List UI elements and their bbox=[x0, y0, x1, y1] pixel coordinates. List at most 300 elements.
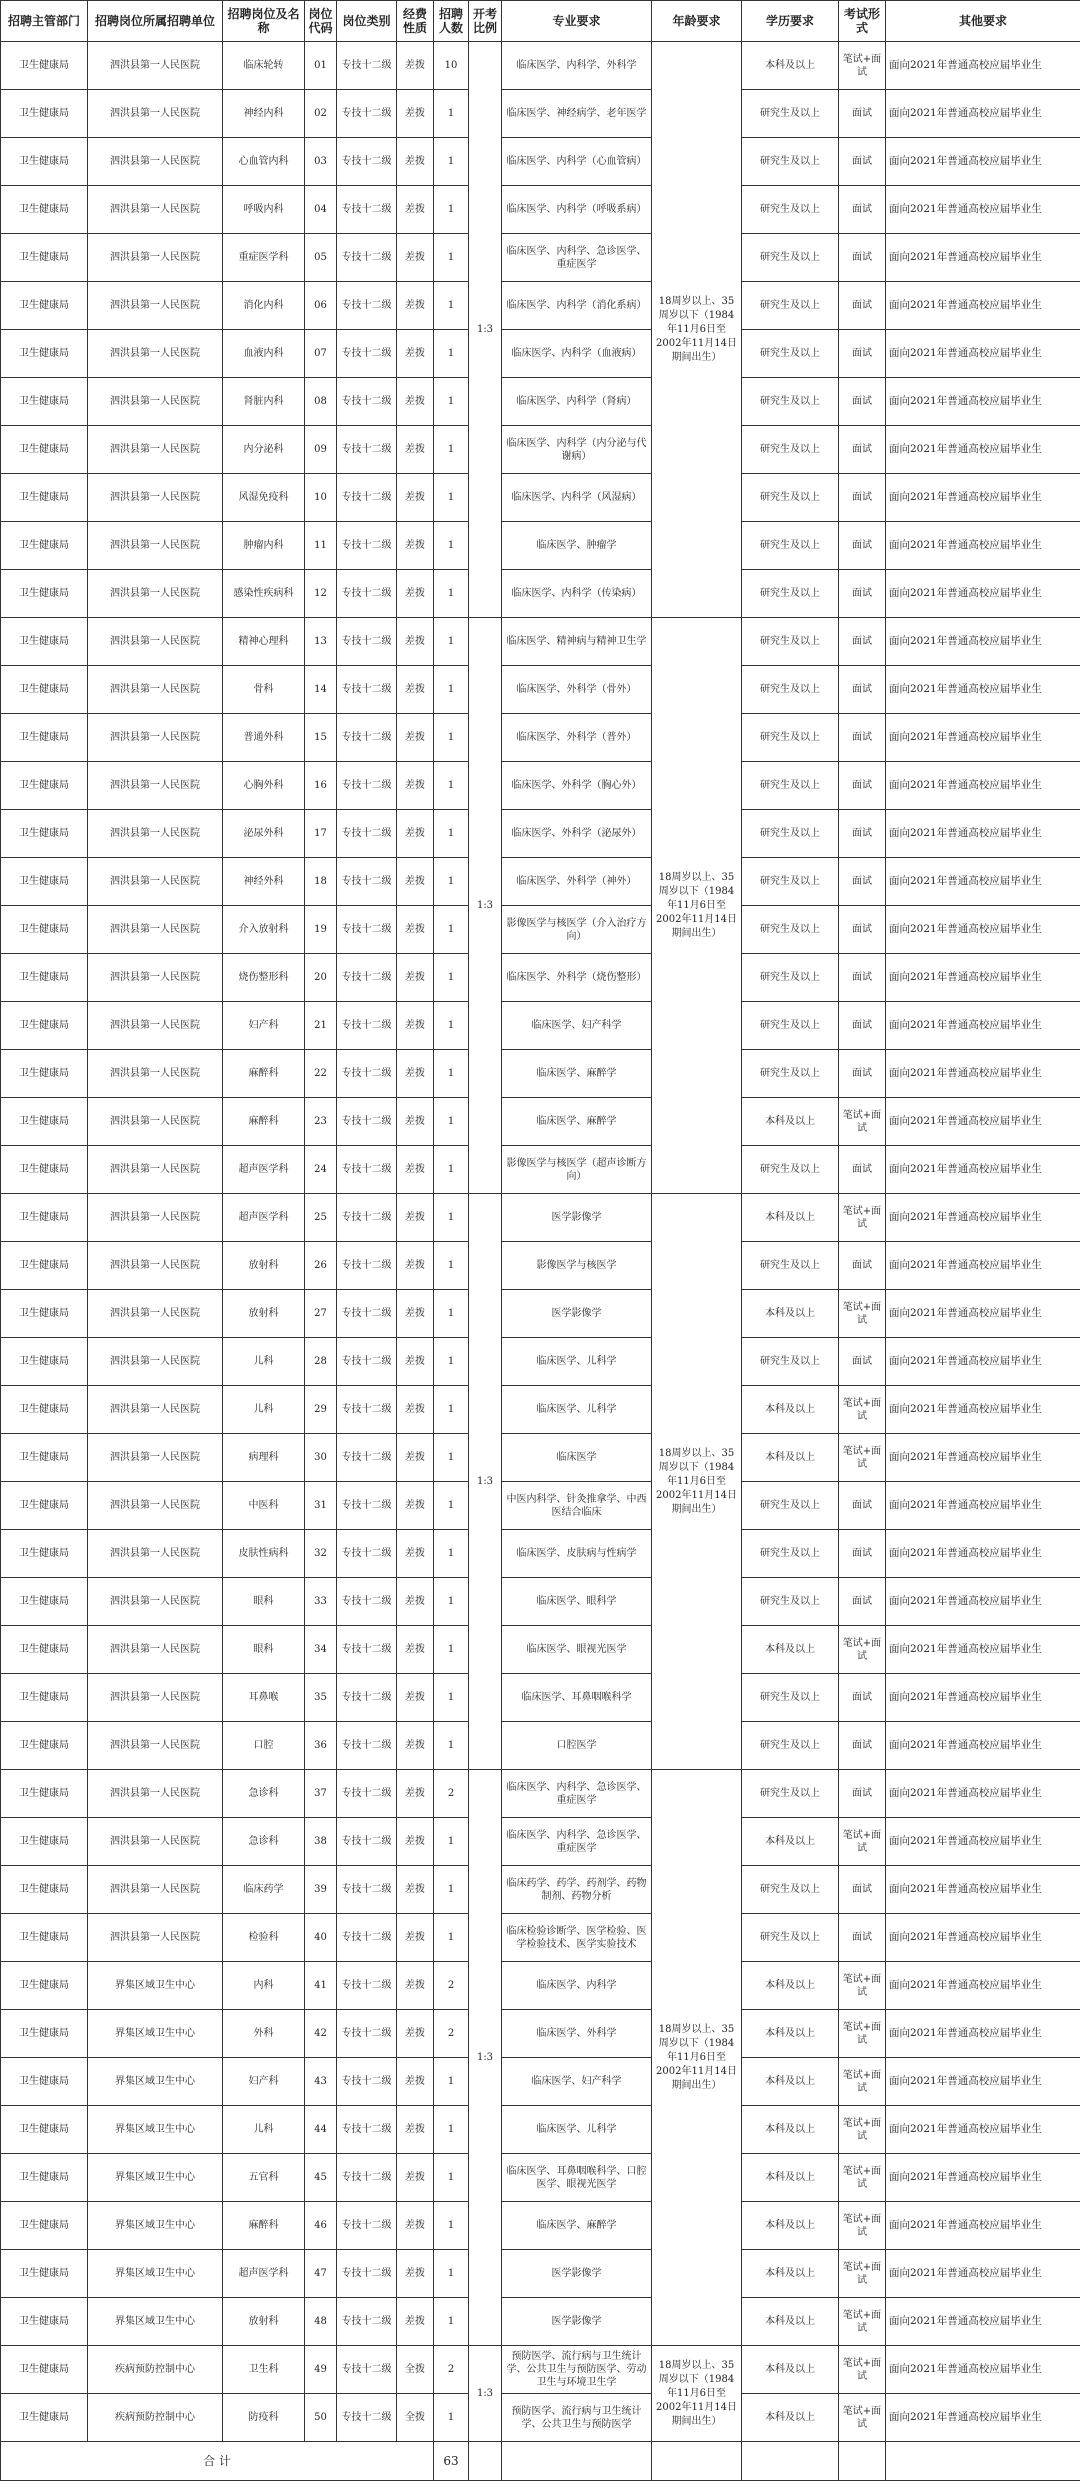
cell-specialty: 临床医学、妇产科学 bbox=[502, 1002, 652, 1050]
cell-code: 09 bbox=[305, 426, 337, 474]
cell-unit: 泗洪县第一人民医院 bbox=[88, 1578, 223, 1626]
cell-exam: 笔试+面试 bbox=[839, 1386, 886, 1434]
cell-specialty: 临床医学、妇产科学 bbox=[502, 2058, 652, 2106]
cell-unit: 泗洪县第一人民医院 bbox=[88, 1386, 223, 1434]
cell-position: 超声医学科 bbox=[223, 1146, 305, 1194]
cell-dept: 卫生健康局 bbox=[1, 858, 88, 906]
cell-count: 1 bbox=[434, 90, 469, 138]
cell-other: 面向2021年普通高校应届毕业生 bbox=[886, 2154, 1080, 2202]
cell-education: 研究生及以上 bbox=[742, 570, 839, 618]
cell-exam: 面试 bbox=[839, 282, 886, 330]
cell-other: 面向2021年普通高校应届毕业生 bbox=[886, 1578, 1080, 1626]
cell-specialty: 临床医学、内科学、急诊医学、重症医学 bbox=[502, 234, 652, 282]
cell-category: 专技十二级 bbox=[337, 186, 397, 234]
cell-count: 1 bbox=[434, 1482, 469, 1530]
cell-funding: 差拨 bbox=[397, 90, 434, 138]
cell-position: 临床药学 bbox=[223, 1866, 305, 1914]
cell-unit: 泗洪县第一人民医院 bbox=[88, 234, 223, 282]
cell-unit: 泗洪县第一人民医院 bbox=[88, 1146, 223, 1194]
cell-position: 内科 bbox=[223, 1962, 305, 2010]
cell-category: 专技十二级 bbox=[337, 1626, 397, 1674]
cell-education: 研究生及以上 bbox=[742, 1146, 839, 1194]
cell-code: 43 bbox=[305, 2058, 337, 2106]
cell-other: 面向2021年普通高校应届毕业生 bbox=[886, 1818, 1080, 1866]
cell-count: 1 bbox=[434, 714, 469, 762]
cell-dept: 卫生健康局 bbox=[1, 1626, 88, 1674]
cell-category: 专技十二级 bbox=[337, 234, 397, 282]
cell-funding: 差拨 bbox=[397, 762, 434, 810]
cell-count: 1 bbox=[434, 1194, 469, 1242]
cell-funding: 差拨 bbox=[397, 714, 434, 762]
cell-funding: 差拨 bbox=[397, 810, 434, 858]
table-row bbox=[1, 2250, 1080, 2298]
cell-education: 研究生及以上 bbox=[742, 1914, 839, 1962]
cell-funding: 差拨 bbox=[397, 1194, 434, 1242]
cell-exam: 笔试+面试 bbox=[839, 2010, 886, 2058]
cell-count: 1 bbox=[434, 474, 469, 522]
cell-dept: 卫生健康局 bbox=[1, 762, 88, 810]
total-empty-cell bbox=[469, 2442, 502, 2481]
cell-funding: 差拨 bbox=[397, 282, 434, 330]
cell-dept: 卫生健康局 bbox=[1, 330, 88, 378]
header-ratio: 开考比例 bbox=[469, 1, 502, 42]
cell-unit: 界集区域卫生中心 bbox=[88, 2058, 223, 2106]
cell-exam: 笔试+面试 bbox=[839, 1434, 886, 1482]
header-category: 岗位类别 bbox=[337, 1, 397, 42]
cell-specialty: 临床医学、神经病学、老年医学 bbox=[502, 90, 652, 138]
cell-count: 1 bbox=[434, 1674, 469, 1722]
cell-category: 专技十二级 bbox=[337, 1482, 397, 1530]
cell-specialty: 临床医学、内科学（传染病） bbox=[502, 570, 652, 618]
cell-specialty: 医学影像学 bbox=[502, 2298, 652, 2346]
cell-exam: 面试 bbox=[839, 330, 886, 378]
cell-education: 研究生及以上 bbox=[742, 906, 839, 954]
cell-position: 精神心理科 bbox=[223, 618, 305, 666]
cell-other: 面向2021年普通高校应届毕业生 bbox=[886, 1098, 1080, 1146]
cell-unit: 界集区域卫生中心 bbox=[88, 2298, 223, 2346]
cell-position: 妇产科 bbox=[223, 2058, 305, 2106]
cell-category: 专技十二级 bbox=[337, 666, 397, 714]
cell-category: 专技十二级 bbox=[337, 1146, 397, 1194]
cell-education: 研究生及以上 bbox=[742, 1242, 839, 1290]
cell-position: 皮肤性病科 bbox=[223, 1530, 305, 1578]
cell-code: 24 bbox=[305, 1146, 337, 1194]
cell-count: 1 bbox=[434, 1626, 469, 1674]
table-row bbox=[1, 42, 1080, 90]
cell-education: 本科及以上 bbox=[742, 2154, 839, 2202]
cell-specialty: 临床医学、内科学（肾病） bbox=[502, 378, 652, 426]
cell-dept: 卫生健康局 bbox=[1, 378, 88, 426]
cell-specialty: 临床医学、内科学 bbox=[502, 1962, 652, 2010]
cell-specialty: 临床医学、内科学（血液病） bbox=[502, 330, 652, 378]
cell-dept: 卫生健康局 bbox=[1, 1050, 88, 1098]
cell-position: 超声医学科 bbox=[223, 2250, 305, 2298]
cell-position: 烧伤整形科 bbox=[223, 954, 305, 1002]
cell-position: 病理科 bbox=[223, 1434, 305, 1482]
total-row bbox=[1, 2442, 1080, 2481]
cell-exam: 面试 bbox=[839, 1050, 886, 1098]
cell-unit: 泗洪县第一人民医院 bbox=[88, 810, 223, 858]
cell-dept: 卫生健康局 bbox=[1, 1770, 88, 1818]
cell-exam: 面试 bbox=[839, 378, 886, 426]
header-other: 其他要求 bbox=[886, 1, 1080, 42]
cell-funding: 差拨 bbox=[397, 1338, 434, 1386]
cell-code: 11 bbox=[305, 522, 337, 570]
table-row bbox=[1, 1290, 1080, 1338]
cell-exam: 面试 bbox=[839, 1002, 886, 1050]
cell-specialty: 临床医学、麻醉学 bbox=[502, 1098, 652, 1146]
cell-code: 37 bbox=[305, 1770, 337, 1818]
cell-funding: 差拨 bbox=[397, 1386, 434, 1434]
cell-dept: 卫生健康局 bbox=[1, 1242, 88, 1290]
cell-position: 中医科 bbox=[223, 1482, 305, 1530]
cell-count: 1 bbox=[434, 186, 469, 234]
cell-position: 心血管内科 bbox=[223, 138, 305, 186]
cell-age: 18周岁以上、35周岁以下（1984年11月6日至2002年11月14日期间出生） bbox=[652, 618, 742, 1194]
cell-category: 专技十二级 bbox=[337, 1194, 397, 1242]
cell-category: 专技十二级 bbox=[337, 1338, 397, 1386]
cell-code: 13 bbox=[305, 618, 337, 666]
table-row bbox=[1, 762, 1080, 810]
cell-exam: 笔试+面试 bbox=[839, 2250, 886, 2298]
cell-code: 27 bbox=[305, 1290, 337, 1338]
cell-category: 专技十二级 bbox=[337, 1722, 397, 1770]
cell-code: 36 bbox=[305, 1722, 337, 1770]
cell-dept: 卫生健康局 bbox=[1, 1434, 88, 1482]
cell-dept: 卫生健康局 bbox=[1, 1002, 88, 1050]
cell-unit: 泗洪县第一人民医院 bbox=[88, 42, 223, 90]
cell-category: 专技十二级 bbox=[337, 1674, 397, 1722]
cell-other: 面向2021年普通高校应届毕业生 bbox=[886, 1866, 1080, 1914]
cell-specialty: 影像医学与核医学（超声诊断方向） bbox=[502, 1146, 652, 1194]
cell-dept: 卫生健康局 bbox=[1, 138, 88, 186]
cell-position: 卫生科 bbox=[223, 2346, 305, 2394]
cell-other: 面向2021年普通高校应届毕业生 bbox=[886, 1434, 1080, 1482]
cell-dept: 卫生健康局 bbox=[1, 234, 88, 282]
cell-other: 面向2021年普通高校应届毕业生 bbox=[886, 90, 1080, 138]
cell-ratio: 1:3 bbox=[469, 42, 502, 618]
cell-position: 感染性疾病科 bbox=[223, 570, 305, 618]
cell-category: 专技十二级 bbox=[337, 810, 397, 858]
cell-specialty: 影像医学与核医学 bbox=[502, 1242, 652, 1290]
cell-unit: 泗洪县第一人民医院 bbox=[88, 954, 223, 1002]
cell-unit: 泗洪县第一人民医院 bbox=[88, 1866, 223, 1914]
cell-age: 18周岁以上、35周岁以下（1984年11月6日至2002年11月14日期间出生） bbox=[652, 1770, 742, 2346]
cell-unit: 泗洪县第一人民医院 bbox=[88, 666, 223, 714]
cell-exam: 笔试+面试 bbox=[839, 2106, 886, 2154]
cell-specialty: 临床医学、肿瘤学 bbox=[502, 522, 652, 570]
cell-exam: 面试 bbox=[839, 1578, 886, 1626]
cell-count: 1 bbox=[434, 1866, 469, 1914]
cell-specialty: 临床医学 bbox=[502, 1434, 652, 1482]
cell-funding: 差拨 bbox=[397, 1482, 434, 1530]
table-row bbox=[1, 522, 1080, 570]
cell-position: 风湿免疫科 bbox=[223, 474, 305, 522]
cell-specialty: 临床医学、耳鼻咽喉科学、口腔医学、眼视光医学 bbox=[502, 2154, 652, 2202]
cell-unit: 泗洪县第一人民医院 bbox=[88, 1770, 223, 1818]
cell-code: 16 bbox=[305, 762, 337, 810]
cell-specialty: 中医内科学、针灸推拿学、中西医结合临床 bbox=[502, 1482, 652, 1530]
cell-count: 1 bbox=[434, 234, 469, 282]
cell-unit: 泗洪县第一人民医院 bbox=[88, 186, 223, 234]
cell-code: 38 bbox=[305, 1818, 337, 1866]
cell-dept: 卫生健康局 bbox=[1, 1098, 88, 1146]
cell-education: 本科及以上 bbox=[742, 1194, 839, 1242]
cell-other: 面向2021年普通高校应届毕业生 bbox=[886, 474, 1080, 522]
cell-exam: 面试 bbox=[839, 234, 886, 282]
cell-unit: 泗洪县第一人民医院 bbox=[88, 906, 223, 954]
cell-code: 25 bbox=[305, 1194, 337, 1242]
cell-position: 超声医学科 bbox=[223, 1194, 305, 1242]
cell-count: 1 bbox=[434, 2298, 469, 2346]
cell-education: 研究生及以上 bbox=[742, 810, 839, 858]
cell-count: 1 bbox=[434, 378, 469, 426]
cell-code: 17 bbox=[305, 810, 337, 858]
cell-category: 专技十二级 bbox=[337, 2154, 397, 2202]
cell-education: 研究生及以上 bbox=[742, 762, 839, 810]
table-row bbox=[1, 138, 1080, 186]
header-education: 学历要求 bbox=[742, 1, 839, 42]
table-row bbox=[1, 2394, 1080, 2442]
cell-funding: 差拨 bbox=[397, 2250, 434, 2298]
cell-education: 研究生及以上 bbox=[742, 666, 839, 714]
header-exam: 考试形式 bbox=[839, 1, 886, 42]
cell-education: 研究生及以上 bbox=[742, 954, 839, 1002]
cell-specialty: 医学影像学 bbox=[502, 1194, 652, 1242]
header-funding: 经费性质 bbox=[397, 1, 434, 42]
cell-education: 本科及以上 bbox=[742, 2202, 839, 2250]
table-row bbox=[1, 378, 1080, 426]
cell-dept: 卫生健康局 bbox=[1, 1386, 88, 1434]
cell-position: 放射科 bbox=[223, 1290, 305, 1338]
cell-category: 专技十二级 bbox=[337, 2298, 397, 2346]
cell-education: 研究生及以上 bbox=[742, 618, 839, 666]
cell-specialty: 临床医学、儿科学 bbox=[502, 1338, 652, 1386]
cell-specialty: 临床医学、内科学（内分泌与代谢病） bbox=[502, 426, 652, 474]
cell-specialty: 临床医学、皮肤病与性病学 bbox=[502, 1530, 652, 1578]
cell-unit: 泗洪县第一人民医院 bbox=[88, 570, 223, 618]
cell-category: 专技十二级 bbox=[337, 1818, 397, 1866]
cell-exam: 笔试+面试 bbox=[839, 1194, 886, 1242]
cell-specialty: 临床医学、外科学（泌尿外） bbox=[502, 810, 652, 858]
table-row bbox=[1, 858, 1080, 906]
cell-exam: 笔试+面试 bbox=[839, 1098, 886, 1146]
cell-funding: 全拨 bbox=[397, 2394, 434, 2442]
table-row bbox=[1, 426, 1080, 474]
cell-specialty: 临床医学、外科学（胸心外） bbox=[502, 762, 652, 810]
cell-exam: 笔试+面试 bbox=[839, 2298, 886, 2346]
cell-funding: 差拨 bbox=[397, 330, 434, 378]
cell-unit: 泗洪县第一人民医院 bbox=[88, 90, 223, 138]
table-row bbox=[1, 474, 1080, 522]
header-row bbox=[1, 1, 1080, 42]
cell-category: 专技十二级 bbox=[337, 2394, 397, 2442]
cell-education: 本科及以上 bbox=[742, 1386, 839, 1434]
cell-dept: 卫生健康局 bbox=[1, 2298, 88, 2346]
cell-category: 专技十二级 bbox=[337, 762, 397, 810]
cell-unit: 泗洪县第一人民医院 bbox=[88, 1338, 223, 1386]
cell-ratio: 1:3 bbox=[469, 2346, 502, 2442]
cell-specialty: 预防医学、流行病与卫生统计学、公共卫生与预防医学、劳动卫生与环境卫生学 bbox=[502, 2346, 652, 2394]
cell-exam: 面试 bbox=[839, 522, 886, 570]
cell-funding: 差拨 bbox=[397, 1098, 434, 1146]
cell-dept: 卫生健康局 bbox=[1, 810, 88, 858]
cell-age: 18周岁以上、35周岁以下（1984年11月6日至2002年11月14日期间出生） bbox=[652, 1194, 742, 1770]
cell-funding: 差拨 bbox=[397, 1770, 434, 1818]
cell-other: 面向2021年普通高校应届毕业生 bbox=[886, 522, 1080, 570]
cell-category: 专技十二级 bbox=[337, 954, 397, 1002]
cell-code: 39 bbox=[305, 1866, 337, 1914]
cell-other: 面向2021年普通高校应届毕业生 bbox=[886, 330, 1080, 378]
cell-education: 本科及以上 bbox=[742, 1290, 839, 1338]
cell-position: 心胸外科 bbox=[223, 762, 305, 810]
cell-category: 专技十二级 bbox=[337, 378, 397, 426]
cell-code: 02 bbox=[305, 90, 337, 138]
cell-position: 外科 bbox=[223, 2010, 305, 2058]
cell-position: 临床轮转 bbox=[223, 42, 305, 90]
table-row bbox=[1, 954, 1080, 1002]
cell-category: 专技十二级 bbox=[337, 1578, 397, 1626]
cell-position: 麻醉科 bbox=[223, 1098, 305, 1146]
cell-dept: 卫生健康局 bbox=[1, 1674, 88, 1722]
cell-position: 儿科 bbox=[223, 1338, 305, 1386]
cell-dept: 卫生健康局 bbox=[1, 186, 88, 234]
table-row bbox=[1, 1338, 1080, 1386]
cell-unit: 泗洪县第一人民医院 bbox=[88, 1722, 223, 1770]
cell-education: 研究生及以上 bbox=[742, 1722, 839, 1770]
cell-code: 21 bbox=[305, 1002, 337, 1050]
cell-education: 研究生及以上 bbox=[742, 426, 839, 474]
cell-category: 专技十二级 bbox=[337, 330, 397, 378]
cell-dept: 卫生健康局 bbox=[1, 1290, 88, 1338]
cell-unit: 泗洪县第一人民医院 bbox=[88, 474, 223, 522]
table-row bbox=[1, 1050, 1080, 1098]
table-row bbox=[1, 1866, 1080, 1914]
cell-code: 07 bbox=[305, 330, 337, 378]
cell-count: 2 bbox=[434, 1962, 469, 2010]
cell-unit: 泗洪县第一人民医院 bbox=[88, 858, 223, 906]
cell-funding: 差拨 bbox=[397, 2298, 434, 2346]
table-row bbox=[1, 234, 1080, 282]
cell-specialty: 临床医学、儿科学 bbox=[502, 2106, 652, 2154]
table-row bbox=[1, 1002, 1080, 1050]
cell-position: 神经外科 bbox=[223, 858, 305, 906]
cell-count: 1 bbox=[434, 1146, 469, 1194]
cell-code: 03 bbox=[305, 138, 337, 186]
cell-other: 面向2021年普通高校应届毕业生 bbox=[886, 282, 1080, 330]
cell-funding: 差拨 bbox=[397, 1674, 434, 1722]
cell-specialty: 临床医学、耳鼻咽喉科学 bbox=[502, 1674, 652, 1722]
cell-position: 骨科 bbox=[223, 666, 305, 714]
cell-category: 专技十二级 bbox=[337, 90, 397, 138]
cell-unit: 界集区域卫生中心 bbox=[88, 2250, 223, 2298]
cell-category: 专技十二级 bbox=[337, 1914, 397, 1962]
table-body bbox=[1, 42, 1080, 2481]
cell-specialty: 临床医学、内科学、急诊医学、重症医学 bbox=[502, 1770, 652, 1818]
cell-category: 专技十二级 bbox=[337, 2346, 397, 2394]
cell-education: 研究生及以上 bbox=[742, 1338, 839, 1386]
cell-other: 面向2021年普通高校应届毕业生 bbox=[886, 1050, 1080, 1098]
cell-unit: 泗洪县第一人民医院 bbox=[88, 1194, 223, 1242]
cell-funding: 差拨 bbox=[397, 2106, 434, 2154]
cell-count: 1 bbox=[434, 666, 469, 714]
cell-education: 研究生及以上 bbox=[742, 138, 839, 186]
cell-code: 28 bbox=[305, 1338, 337, 1386]
table-row bbox=[1, 330, 1080, 378]
cell-specialty: 临床医学、内科学（消化系病） bbox=[502, 282, 652, 330]
cell-education: 研究生及以上 bbox=[742, 1482, 839, 1530]
cell-count: 1 bbox=[434, 1002, 469, 1050]
total-empty-cell bbox=[839, 2442, 886, 2481]
cell-funding: 全拨 bbox=[397, 2346, 434, 2394]
total-empty-cell bbox=[742, 2442, 839, 2481]
cell-count: 1 bbox=[434, 2106, 469, 2154]
cell-other: 面向2021年普通高校应届毕业生 bbox=[886, 186, 1080, 234]
header-specialty: 专业要求 bbox=[502, 1, 652, 42]
cell-funding: 差拨 bbox=[397, 426, 434, 474]
cell-dept: 卫生健康局 bbox=[1, 714, 88, 762]
table-row bbox=[1, 906, 1080, 954]
table-row bbox=[1, 1914, 1080, 1962]
cell-unit: 泗洪县第一人民医院 bbox=[88, 426, 223, 474]
cell-education: 研究生及以上 bbox=[742, 1002, 839, 1050]
cell-code: 44 bbox=[305, 2106, 337, 2154]
cell-code: 31 bbox=[305, 1482, 337, 1530]
table-row bbox=[1, 1818, 1080, 1866]
cell-unit: 泗洪县第一人民医院 bbox=[88, 138, 223, 186]
cell-other: 面向2021年普通高校应届毕业生 bbox=[886, 1962, 1080, 2010]
table-row bbox=[1, 714, 1080, 762]
cell-education: 本科及以上 bbox=[742, 1962, 839, 2010]
cell-education: 研究生及以上 bbox=[742, 1050, 839, 1098]
cell-position: 普通外科 bbox=[223, 714, 305, 762]
cell-funding: 差拨 bbox=[397, 570, 434, 618]
cell-funding: 差拨 bbox=[397, 1530, 434, 1578]
cell-count: 1 bbox=[434, 906, 469, 954]
cell-category: 专技十二级 bbox=[337, 42, 397, 90]
cell-education: 本科及以上 bbox=[742, 42, 839, 90]
cell-count: 2 bbox=[434, 1770, 469, 1818]
cell-funding: 差拨 bbox=[397, 138, 434, 186]
cell-other: 面向2021年普通高校应届毕业生 bbox=[886, 954, 1080, 1002]
cell-code: 01 bbox=[305, 42, 337, 90]
cell-exam: 面试 bbox=[839, 1914, 886, 1962]
cell-exam: 面试 bbox=[839, 666, 886, 714]
cell-position: 急诊科 bbox=[223, 1818, 305, 1866]
cell-exam: 面试 bbox=[839, 90, 886, 138]
cell-specialty: 临床医学、眼视光医学 bbox=[502, 1626, 652, 1674]
cell-position: 眼科 bbox=[223, 1626, 305, 1674]
cell-other: 面向2021年普通高校应届毕业生 bbox=[886, 426, 1080, 474]
cell-funding: 差拨 bbox=[397, 1914, 434, 1962]
cell-specialty: 口腔医学 bbox=[502, 1722, 652, 1770]
cell-education: 本科及以上 bbox=[742, 1818, 839, 1866]
cell-other: 面向2021年普通高校应届毕业生 bbox=[886, 2202, 1080, 2250]
cell-category: 专技十二级 bbox=[337, 2010, 397, 2058]
cell-education: 本科及以上 bbox=[742, 2058, 839, 2106]
cell-specialty: 临床医学、内科学（心血管病） bbox=[502, 138, 652, 186]
cell-other: 面向2021年普通高校应届毕业生 bbox=[886, 1194, 1080, 1242]
cell-category: 专技十二级 bbox=[337, 1002, 397, 1050]
cell-code: 45 bbox=[305, 2154, 337, 2202]
cell-education: 研究生及以上 bbox=[742, 234, 839, 282]
cell-category: 专技十二级 bbox=[337, 906, 397, 954]
cell-dept: 卫生健康局 bbox=[1, 1962, 88, 2010]
cell-exam: 面试 bbox=[839, 570, 886, 618]
cell-code: 33 bbox=[305, 1578, 337, 1626]
cell-specialty: 临床医学、外科学（骨外） bbox=[502, 666, 652, 714]
cell-code: 47 bbox=[305, 2250, 337, 2298]
